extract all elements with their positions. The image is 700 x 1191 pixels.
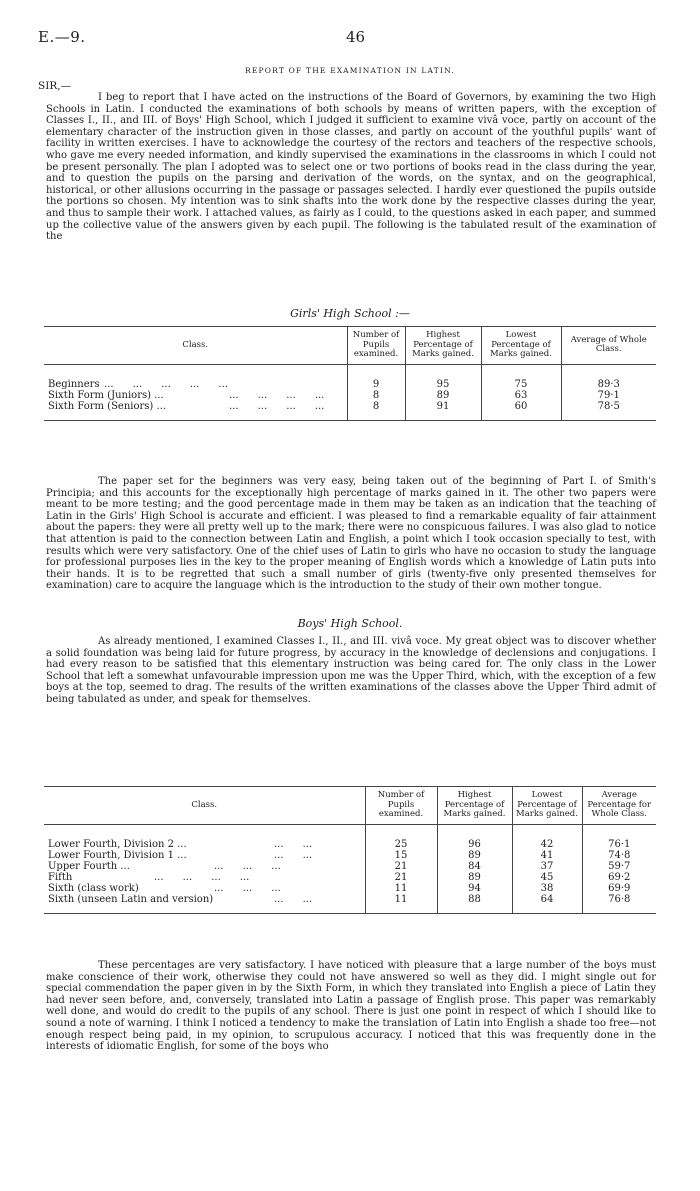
column-header-average: Average Percentage for Whole Class. [582,787,656,825]
row-lowest: 63 [481,390,561,401]
row-highest: 91 [405,401,481,412]
row-number: 25 [365,839,437,850]
paragraph-girls-commentary: The paper set for the beginners was very easy, being taken out of the beginning of Part I. of Smith's Principia; and this accounts for the exceptionally high percentage of marks gained in it. The other two papers were meant to be more testing; and the good percentage made in them may be taken as an indication that the teaching of Latin in the Girls' High School is accurate and efficient. I was pleased to find a remarkable equality of fair attainment about the papers: they were all pretty well up to the mark; there were no conspicuous failures. I was also glad to notice that attention is paid to the connection between Latin and English, a point which I took occasion specially to test, with results which were very satisfactory. One of the chief uses of Latin to girls who have no occasion to study the language for professional purposes lies in the key to the proper meaning of English words which a knowledge of Latin puts into their hands. It is to be regretted that such a small number of girls (twenty-five only presented themselves for examination) care to acquire the language which is the introduction to the study of their own mother tongue. [46,476,656,592]
column-header-lowest: Lowest Percentage of Marks gained. [481,327,561,365]
column-header-highest: Highest Percentage of Marks gained. [405,327,481,365]
row-average: 69·2 [582,872,656,883]
paragraph-boys-intro: As already mentioned, I examined Classes I., II., and III. vivâ voce. My great object was to discover whether a solid foundation was being laid for future progress, by accuracy in the knowledge of declensions and conjugations. I had every reason to be satisfied that this elementary instruction was being cared for. The only class in the Lower School that left a somewhat unfavourable impression upon me was the Upper Third, which, with the exception of a few boys at the top, seemed to drag. The results of the written examinations of the classes above the Upper Third admit of being tabulated as under, and speak for themselves. [46,636,656,705]
row-lowest: 38 [512,883,582,894]
row-lowest: 42 [512,839,582,850]
row-lowest: 41 [512,850,582,861]
report-reference: E.—9. [38,28,86,46]
row-class: Upper Fourth ... ... ... ... [48,860,281,872]
table-row [44,894,656,905]
row-average: 78·5 [561,401,656,412]
girls-results-table [44,326,656,421]
row-highest: 96 [437,839,512,850]
row-class: Sixth Form (Seniors) ... ... ... ... ... [48,400,325,412]
row-number: 11 [365,883,437,894]
paragraph-intro: I beg to report that I have acted on the instructions of the Board of Governors, by examining the two High Schools in Latin. I conducted the examinations of both schools by means of written papers, with the exception of Classes I., II., and III. of Boys' High School, which I judged it sufficient to examine vivâ voce, partly on account of the elementary character of the instruction given in those classes, and partly on account of the youthful pupils' want of facility in written exercises. I have to acknowledge the courtesy of the rectors and teachers of the respective schools, who gave me every needed information, and kindly supervised the examinations in the classrooms in which I could not be present personally. The plan I adopted was to select one or two portions of books read in the class during the year, and to question the pupils on the parsing and derivation of the words, on the syntax, and on the geographical, historical, or other allusions occurring in the passage or passages selected. I hardly ever questioned the pupils outside the portions so chosen. My intention was to sink shafts into the work done by the respective classes during the year, and thus to sample their work. I attached values, as fairly as I could, to the questions asked in each paper, and summed up the collective value of the answers given by each pupil. The following is the tabulated result of the examination of the [46,92,656,243]
column-header-number: Number of Pupils examined. [365,787,437,825]
column-header-class: Class. [44,787,365,825]
report-title: REPORT OF THE EXAMINATION IN LATIN. [245,66,455,75]
row-highest: 89 [437,850,512,861]
row-average: 79·1 [561,390,656,401]
row-number: 15 [365,850,437,861]
table-row [44,883,656,894]
table-row [44,379,656,390]
column-header-average: Average of Whole Class. [561,327,656,365]
column-header-highest: Highest Percentage of Marks gained. [437,787,512,825]
girls-school-heading: Girls' High School :— [290,307,410,320]
row-number: 21 [365,872,437,883]
table-row [44,401,656,412]
row-lowest: 60 [481,401,561,412]
row-highest: 89 [405,390,481,401]
row-number: 21 [365,861,437,872]
table-row [44,390,656,401]
boys-school-heading: Boys' High School. [297,617,403,630]
row-average: 76·8 [582,894,656,905]
row-class: Fifth ... ... ... ... [48,871,250,883]
column-header-lowest: Lowest Percentage of Marks gained. [512,787,582,825]
row-highest: 94 [437,883,512,894]
row-average: 76·1 [582,839,656,850]
boys-results-table [44,786,656,914]
table-row [44,839,656,850]
paragraph-boys-commentary: These percentages are very satisfactory. I have noticed with pleasure that a large number of the boys must make conscience of their work, otherwise they could not have answered so well as they did. I might single out for special commendation the paper given in by the Sixth Form, in which they translated into English a piece of Latin they had never seen before, and, conversely, translated into Latin a passage of English prose. This paper was remarkably well done, and would do credit to the pupils of any school. There is just one point in respect of which I should like to sound a note of warning. I think I noticed a tendency to make the translation of Latin into English a shade too free—not enough respect being paid, in my opinion, to scrupulous accuracy. I noticed that this was frequently done in the interests of idiomatic English, for some of the boys who [46,960,656,1053]
table-header-row [44,787,656,825]
row-class: Sixth (class work) ... ... ... [48,882,281,894]
row-average: 89·3 [561,379,656,390]
row-average: 59·7 [582,861,656,872]
row-class: Sixth Form (Juniors) ... ... ... ... ... [48,389,325,401]
salutation: SIR,— [38,80,72,92]
table-header-row [44,327,656,365]
row-lowest: 64 [512,894,582,905]
row-average: 69·9 [582,883,656,894]
page-number: 46 [346,28,366,46]
column-header-number: Number of Pupils examined. [347,327,405,365]
table-row [44,872,656,883]
row-highest: 95 [405,379,481,390]
row-highest: 88 [437,894,512,905]
row-lowest: 45 [512,872,582,883]
row-class: Sixth (unseen Latin and version) ... ... [48,893,313,905]
row-class: Lower Fourth, Division 2 ... ... ... [48,838,313,850]
row-number: 8 [347,390,405,401]
row-number: 9 [347,379,405,390]
table-row [44,861,656,872]
row-number: 11 [365,894,437,905]
row-class: Beginners ... ... ... ... ... [48,378,228,390]
row-class: Lower Fourth, Division 1 ... ... ... [48,849,313,861]
row-lowest: 75 [481,379,561,390]
table-row [44,850,656,861]
row-highest: 89 [437,872,512,883]
row-lowest: 37 [512,861,582,872]
column-header-class: Class. [44,327,347,365]
row-highest: 84 [437,861,512,872]
row-number: 8 [347,401,405,412]
row-average: 74·8 [582,850,656,861]
